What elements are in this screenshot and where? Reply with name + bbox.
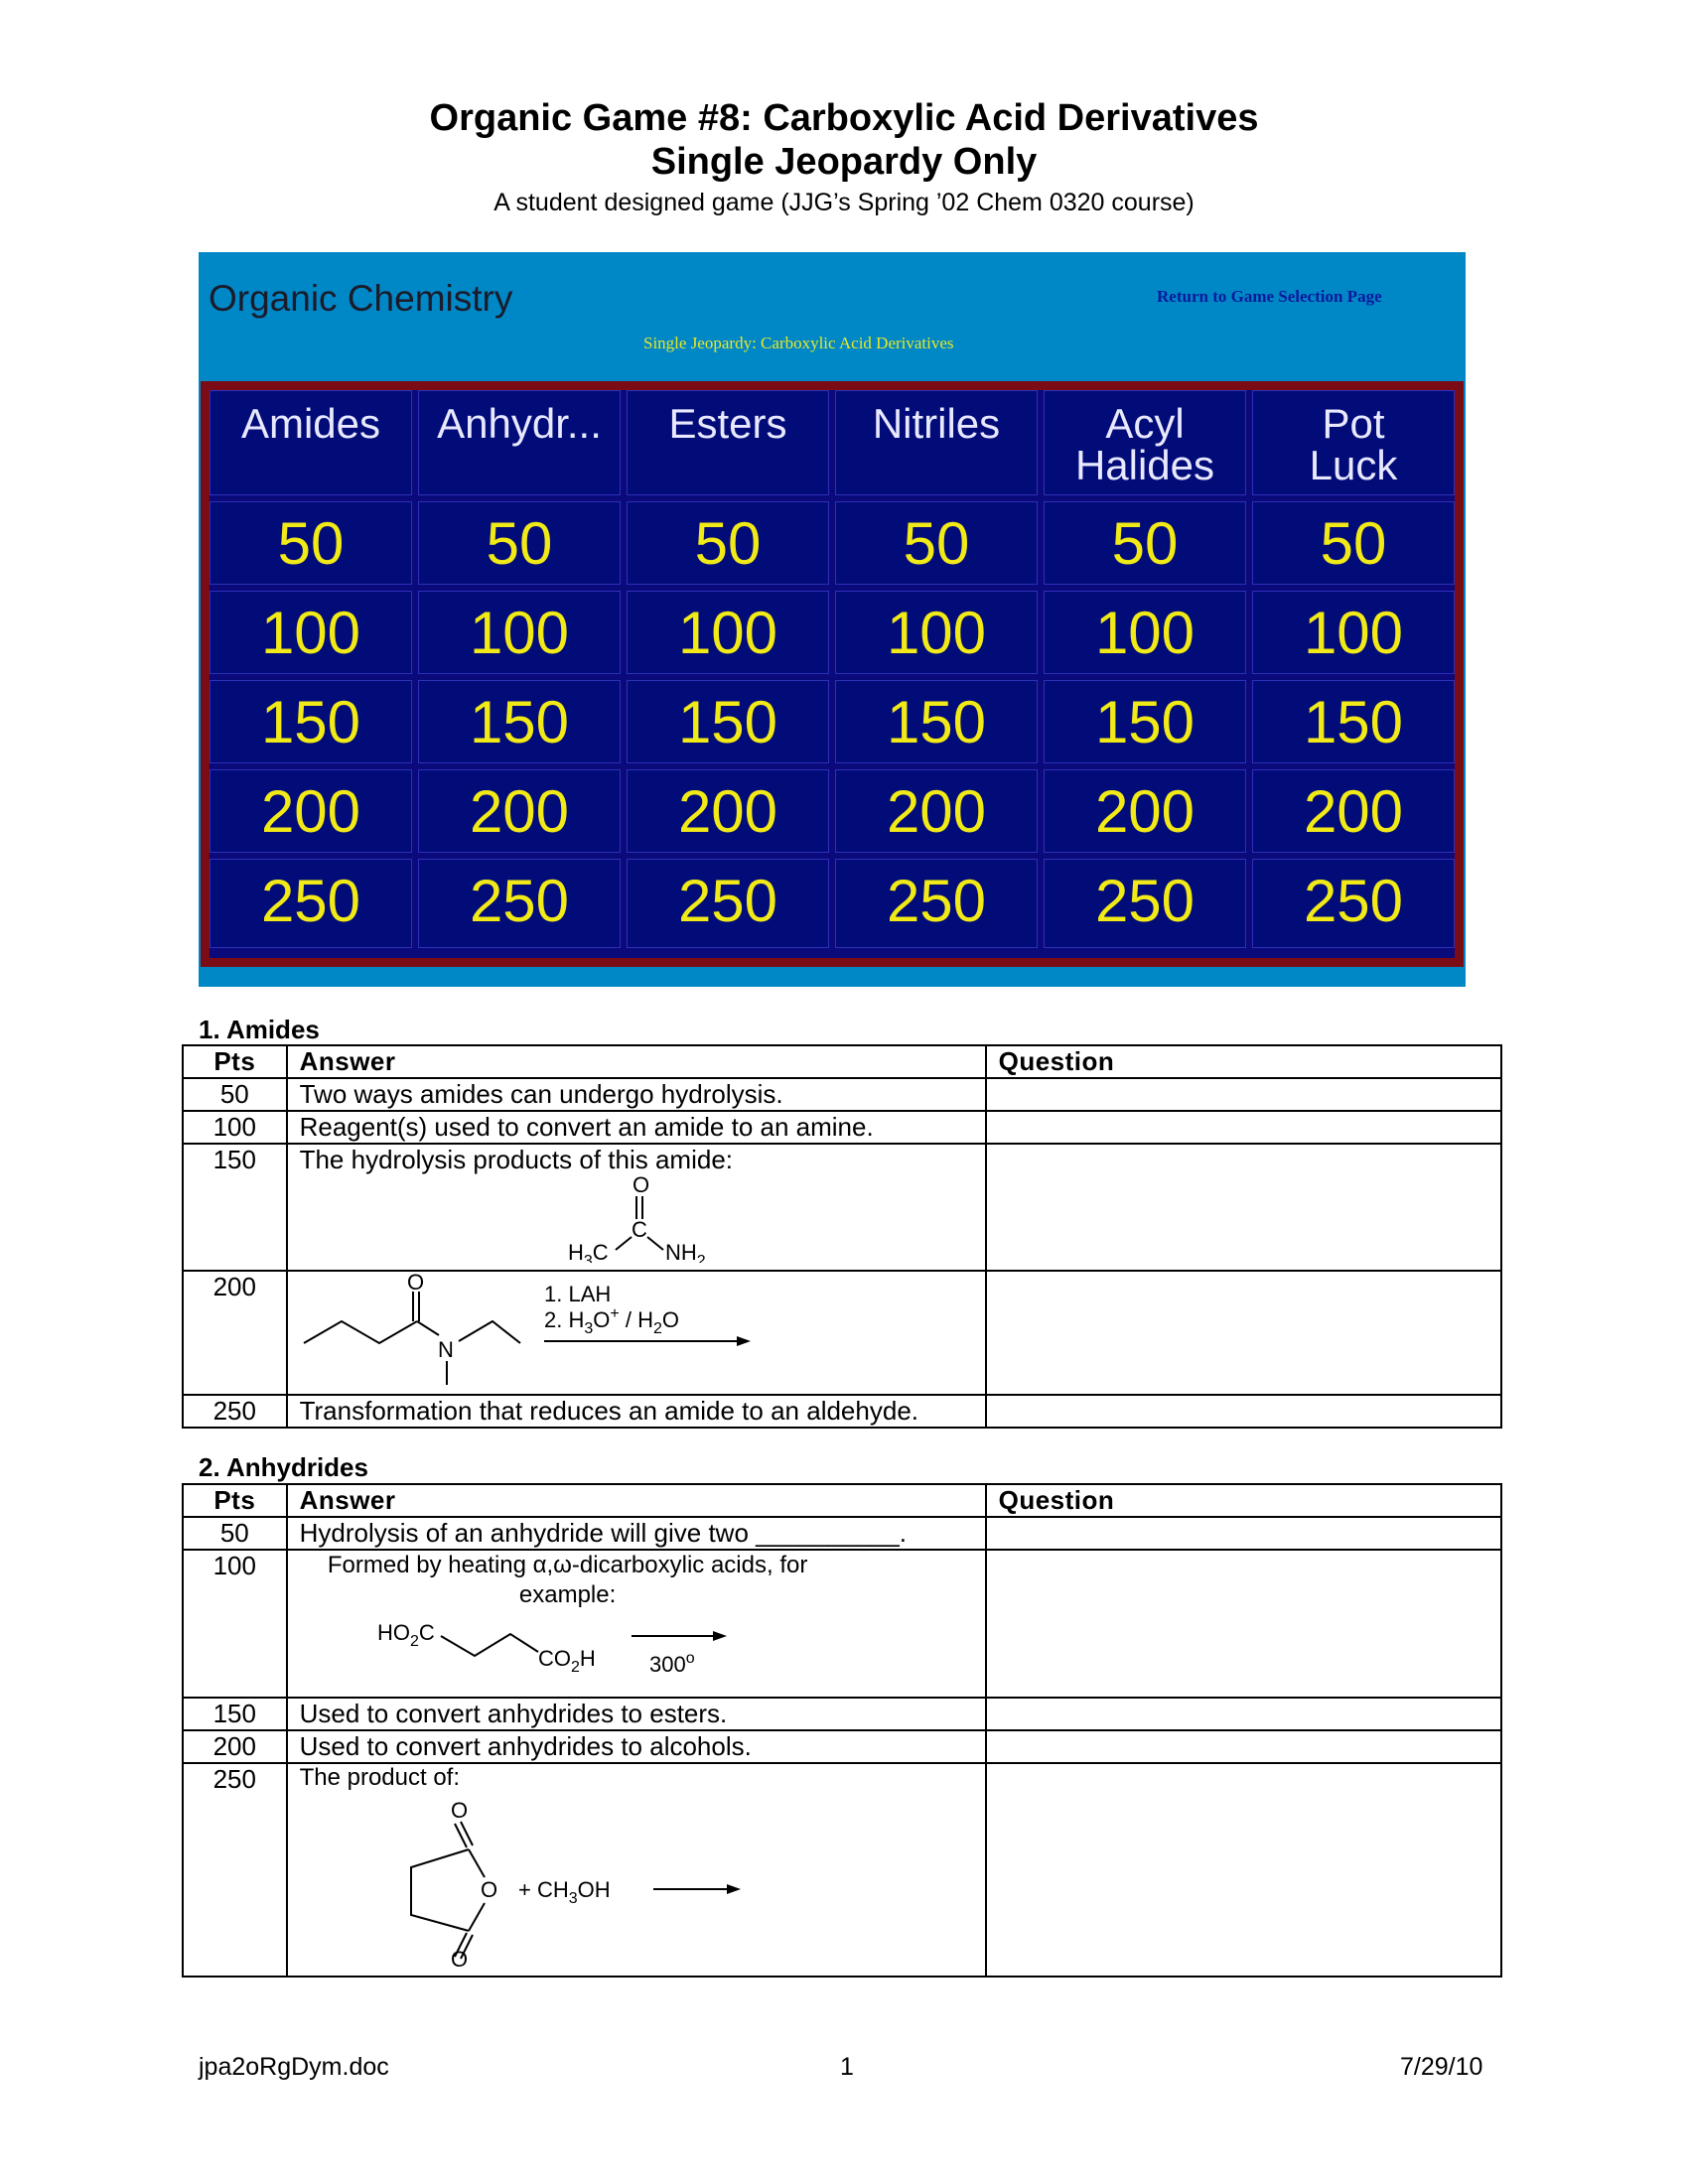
amide-reduction-scheme (300, 1272, 985, 1387)
question-cell[interactable] (986, 1144, 1501, 1271)
value-cell-250[interactable]: 250 (418, 859, 621, 948)
question-cell[interactable] (986, 1730, 1501, 1763)
return-to-game-selection-link[interactable]: Return to Game Selection Page (1157, 287, 1382, 306)
value-cell-100[interactable]: 100 (418, 591, 621, 674)
value-cell-50[interactable]: 50 (835, 501, 1038, 585)
row-answer: Formed by heating α,ω-dicarboxylic acids, for example: (327, 1552, 808, 1608)
table-row (183, 1078, 1501, 1111)
category-esters: Esters (627, 390, 829, 495)
diacid-scheme (300, 1610, 985, 1690)
value-cell-200[interactable]: 200 (1252, 769, 1455, 853)
question-cell[interactable] (986, 1698, 1501, 1730)
value-cell-50[interactable]: 50 (418, 501, 621, 585)
value-cell-150[interactable]: 150 (1044, 680, 1246, 763)
row-answer: Used to convert anhydrides to esters. (287, 1698, 986, 1730)
row-pts: 150 (183, 1698, 287, 1730)
table-row (183, 1517, 1501, 1550)
row-pts: 200 (183, 1271, 287, 1395)
row-pts: 50 (183, 1078, 287, 1111)
step-1: 1. LAH (543, 1282, 611, 1306)
value-cell-50[interactable]: 50 (1044, 501, 1246, 585)
succinic-anhydride-scheme (300, 1792, 985, 1969)
value-cell-250[interactable]: 250 (1044, 859, 1246, 948)
category-acyl-halides: Acyl Halides (1044, 390, 1246, 495)
value-cell-50[interactable]: 50 (210, 501, 412, 585)
value-cell-100[interactable]: 100 (1252, 591, 1455, 674)
board-header (199, 252, 1466, 381)
value-cell-150[interactable]: 150 (627, 680, 829, 763)
value-cell-100[interactable]: 100 (627, 591, 829, 674)
pts-header: Pts (183, 1045, 287, 1078)
row-pts: 150 (183, 1144, 287, 1271)
table-row (183, 1763, 1501, 1977)
table-row (183, 1698, 1501, 1730)
atom-o-top: O (450, 1798, 468, 1823)
doc-subtitle: A student designed game (JJG’s Spring ’02 Chem 0320 course) (493, 189, 1195, 216)
atom-o-ring: O (480, 1877, 497, 1902)
value-cell-100[interactable]: 100 (210, 591, 412, 674)
row-answer: Hydrolysis of an anhydride will give two __________. (287, 1517, 986, 1550)
table-row (183, 1395, 1501, 1428)
board-grid (210, 390, 1455, 958)
value-cell-250[interactable]: 250 (210, 859, 412, 948)
value-cell-250[interactable]: 250 (1252, 859, 1455, 948)
board-frame (201, 381, 1464, 967)
section-anhydrides-label: 2. Anhydrides (199, 1452, 368, 1482)
row-pts: 100 (183, 1111, 287, 1144)
group-ho2c: $HO_2C$ (376, 1620, 435, 1650)
value-cell-100[interactable]: 100 (1044, 591, 1246, 674)
table-row (183, 1730, 1501, 1763)
temperature: 300$^o$ (648, 1650, 695, 1677)
pts-header: Pts (183, 1484, 287, 1517)
reagent-methanol: + $CH_3OH$ (517, 1877, 611, 1907)
value-cell-150[interactable]: 150 (1252, 680, 1455, 763)
row-answer: Transformation that reduces an amide to an aldehyde. (287, 1395, 986, 1428)
category-amides: Amides (210, 390, 412, 495)
value-cell-50[interactable]: 50 (627, 501, 829, 585)
question-header: Question (986, 1484, 1501, 1517)
value-cell-150[interactable]: 150 (418, 680, 621, 763)
question-cell[interactable] (986, 1517, 1501, 1550)
answer-header: Answer (287, 1484, 986, 1517)
amides-table (182, 1044, 1502, 1429)
table-header-row (183, 1484, 1501, 1517)
row-pts: 250 (183, 1763, 287, 1977)
value-cell-200[interactable]: 200 (1044, 769, 1246, 853)
atom-o: O (406, 1272, 424, 1295)
value-cell-150[interactable]: 150 (210, 680, 412, 763)
value-cell-200[interactable]: 200 (835, 769, 1038, 853)
footer-filename: jpa2oRgDym.doc (199, 2053, 389, 2081)
row-answer-cell (287, 1144, 986, 1271)
table-row (183, 1111, 1501, 1144)
row-answer: Used to convert anhydrides to alcohols. (287, 1730, 986, 1763)
question-cell[interactable] (986, 1111, 1501, 1144)
question-cell[interactable] (986, 1271, 1501, 1395)
doc-title: Organic Game #8: Carboxylic Acid Derivatives (429, 97, 1259, 139)
atom-o-bottom: O (450, 1947, 468, 1969)
footer-page-number: 1 (840, 2053, 854, 2081)
row-pts: 250 (183, 1395, 287, 1428)
value-cell-200[interactable]: 200 (627, 769, 829, 853)
group-h3c: $H_3C$ (567, 1240, 609, 1263)
group-co2h: $CO_2H$ (537, 1646, 596, 1676)
atom-n: N (437, 1337, 454, 1362)
question-cell[interactable] (986, 1763, 1501, 1977)
question-header: Question (986, 1045, 1501, 1078)
row-pts: 100 (183, 1550, 287, 1698)
table-row (183, 1271, 1501, 1395)
atom-o: O (632, 1175, 649, 1197)
question-cell[interactable] (986, 1550, 1501, 1698)
group-nh2: $NH_2$ (664, 1240, 706, 1263)
jeopardy-board-screenshot (199, 252, 1466, 987)
category-pot-luck: Pot Luck (1252, 390, 1455, 495)
row-answer-cell (287, 1550, 986, 1698)
row-pts: 50 (183, 1517, 287, 1550)
table-row (183, 1144, 1501, 1271)
app-title: Organic Chemistry (209, 278, 513, 319)
footer-date: 7/29/10 (1400, 2053, 1483, 2081)
row-answer: The product of: (299, 1764, 461, 1791)
row-answer-cell (287, 1763, 986, 1977)
row-answer-cell (287, 1271, 986, 1395)
table-header-row (183, 1045, 1501, 1078)
category-nitriles: Nitriles (835, 390, 1038, 495)
row-answer: Reagent(s) used to convert an amide to an amine. (287, 1111, 986, 1144)
question-cell[interactable] (986, 1078, 1501, 1111)
anhydrides-table (182, 1483, 1502, 1978)
acetamide-structure (300, 1175, 985, 1263)
value-cell-100[interactable]: 100 (835, 591, 1038, 674)
value-cell-250[interactable]: 250 (835, 859, 1038, 948)
table-row (183, 1550, 1501, 1698)
row-pts: 200 (183, 1730, 287, 1763)
row-answer: The hydrolysis products of this amide: (299, 1145, 734, 1174)
value-cell-150[interactable]: 150 (835, 680, 1038, 763)
atom-c: C (631, 1217, 647, 1242)
section-amides-label: 1. Amides (199, 1015, 320, 1044)
value-cell-250[interactable]: 250 (627, 859, 829, 948)
value-cell-200[interactable]: 200 (418, 769, 621, 853)
category-anhydrides: Anhydr... (418, 390, 621, 495)
answer-header: Answer (287, 1045, 986, 1078)
value-cell-50[interactable]: 50 (1252, 501, 1455, 585)
doc-title-line2: Single Jeopardy Only (650, 141, 1038, 183)
board-subtitle: Single Jeopardy: Carboxylic Acid Derivatives (643, 334, 954, 352)
value-cell-200[interactable]: 200 (210, 769, 412, 853)
row-answer: Two ways amides can undergo hydrolysis. (287, 1078, 986, 1111)
question-cell[interactable] (986, 1395, 1501, 1428)
step-2: 2. $H_3O^+ / H_2O$ (543, 1305, 679, 1337)
